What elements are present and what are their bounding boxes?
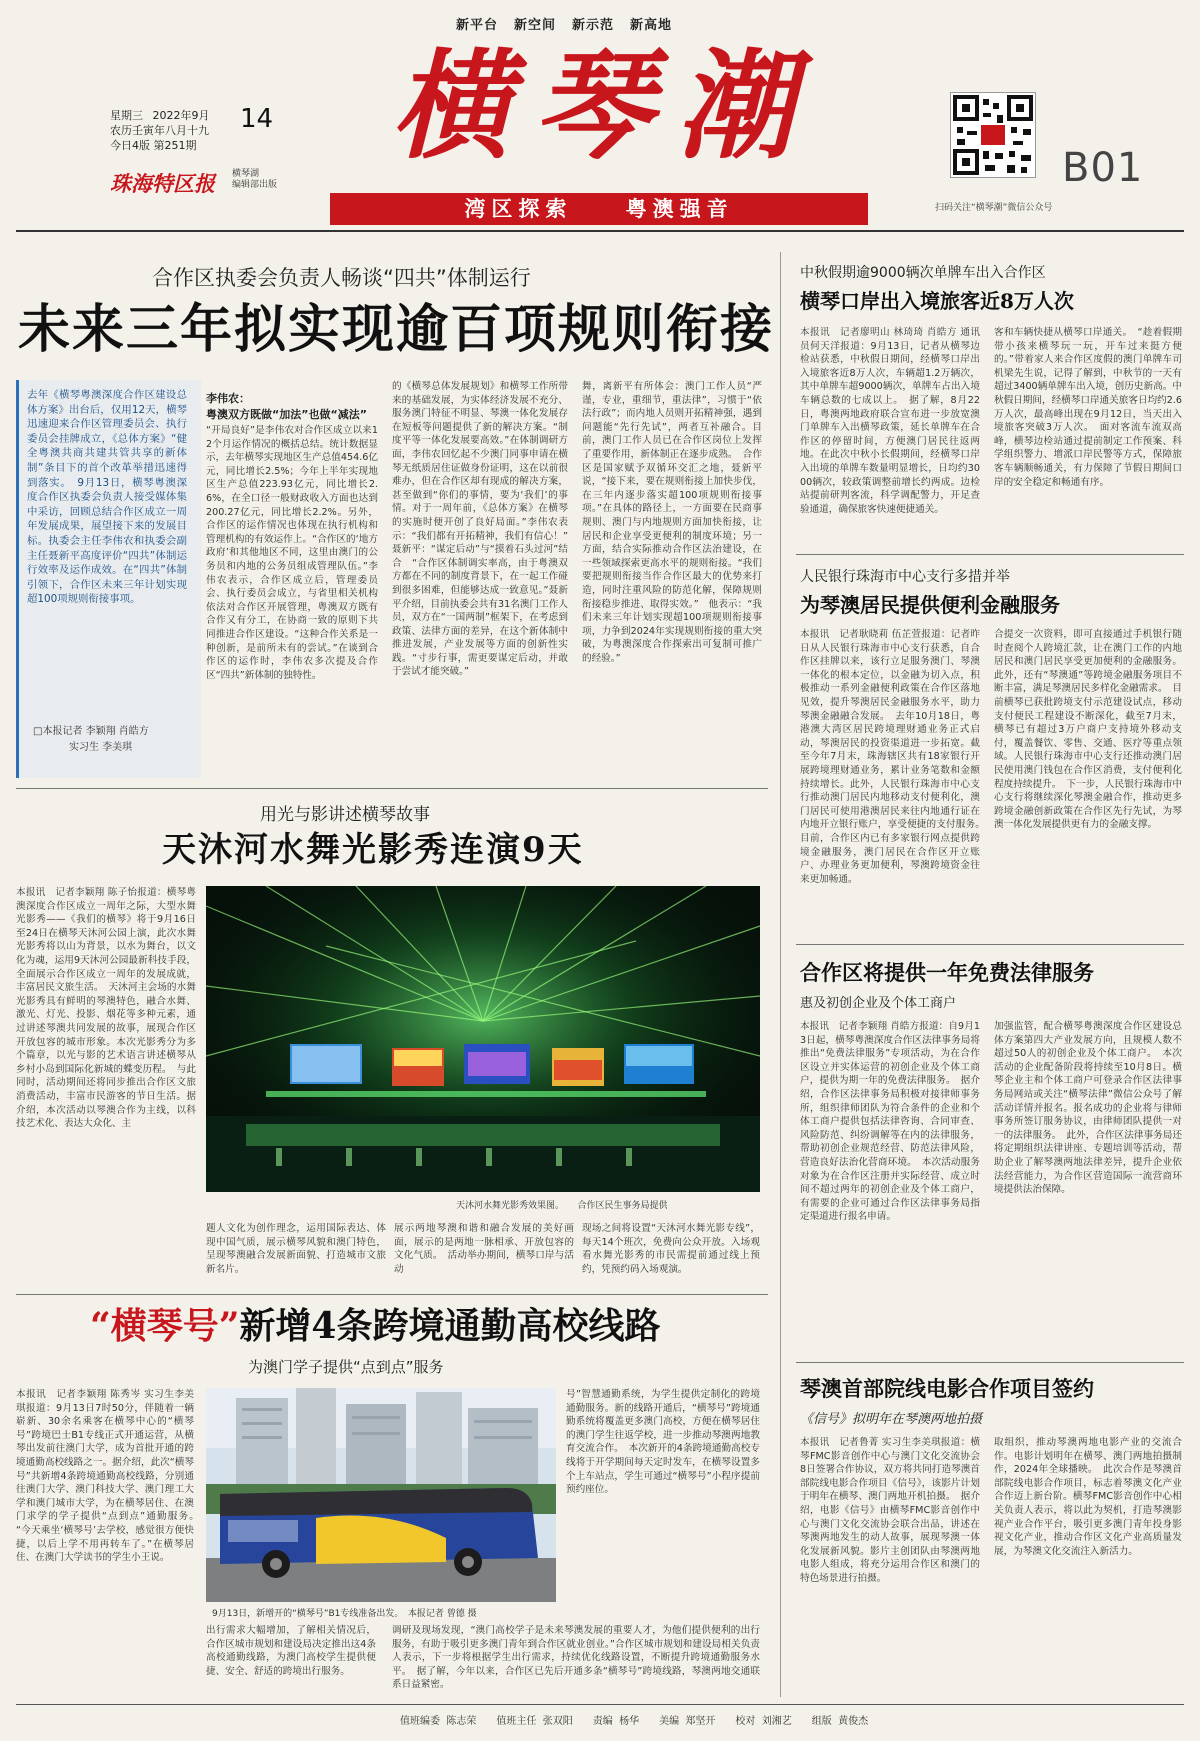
slogan-3: 新示范	[572, 18, 615, 33]
lead-headline: 未来三年拟实现逾百项规则衔接	[18, 299, 775, 360]
lead-col1-head1: 李伟农：	[206, 392, 250, 405]
lead-summary: 去年《横琴粤澳深度合作区建设总体方案》出台后，仅用12天，横琴迅速迎来合作区管理委员会、执行委员会挂牌成立，《总体方案》“健全粤澳共商共建共管共享的新体制”条目下的首个改革举措迅速得到落实。 9月13日，横琴粤澳深度合作区执委会负责人接受媒体集中采访，回顾总结合作区成立一周年发展成果，展望接下来的发展目标。执委会主任李伟农和执委会副主任聂新平高度评价“四共”体制运行效率及运作成效。在“四共”体制引领下，合作区未来三年计划实现超100项规则衔接事项。	[27, 389, 187, 606]
qr-code-icon	[951, 93, 1035, 177]
slogan-2: 新空间	[514, 18, 557, 33]
feature-bottom-rule	[16, 1294, 768, 1295]
lead-bottom-rule	[16, 788, 768, 789]
side3-bottom-rule	[796, 1362, 1184, 1363]
side4-column-2: 取组织，推动琴澳两地电影产业的交流合作。电影计划明年在横琴、澳门两地拍摄制作，2024年全球播映。 此次合作是琴澳首部院线电影合作项目，标志着琴澳文化产业合作迈上新台阶。横琴FMC影音创作中心相关负责人表示，将以此为契机，打造琴澳影视产业合作平台，吸引更多澳门青年投身影视文化产业，推动合作区文化产业高质量发展，为琴澳文化交流注入新活力。	[994, 1437, 1182, 1557]
column-divider	[780, 252, 781, 1697]
publisher-line-2: 编辑部出版	[232, 180, 278, 190]
date: 2022年9月	[152, 109, 210, 122]
feature-left-column: 本报讯 记者李颖翔 陈子怡报道：横琴粤澳深度合作区成立一周年之际，大型水舞光影秀——《我们的横琴》将于9月16日至24日在横琴天沐河公园上演，此次水舞光影秀将以山为背景，以水为舞台，以文化为魂，运用9天沐河公园最新科技手段，全面展示合作区成立一周年的发展成就，丰富居民文旅生活。 天沐河主会场的水舞光影秀具有鲜明的琴澳特色，融合水舞、激光、灯光、投影、烟花等多种元素，通过讲述琴澳共同发展的故事，展现合作区开放包容的城市形象。本次光影秀分为多个篇章，以光与影的艺术语言讲述横琴从乡村小岛到国际化新城的蝶变历程。 与此同时，活动期间还将同步推出合作区文旅消费活动，丰富市民游客的节日生活。据介绍，本次活动以琴澳合作为主线，以科技艺术化、表达大众化、主	[16, 887, 196, 1130]
bus-column-2b: 出行需求大幅增加，了解相关情况后，合作区城市规划和建设局决定推出这4条高校通勤线路，为澳门高校学生提供便捷、安全、舒适的跨境出行服务。	[206, 1625, 376, 1677]
side4-column-1: 本报讯 记者鲁菁 实习生李美琪报道：横琴FMC影音创作中心与澳门文化交流协会8日签署合作协议，双方将共同打造琴澳首部院线电影合作项目《信号》，该影片计划于明年在横琴、澳门两地开机拍摄。 据介绍，电影《信号》由横琴FMC影音创作中心与澳门文化交流协会联合出品，讲述在琴澳两地发生的动人故事，展现琴澳一体化发展新风貌。影片主创团队由琴澳两地电影人组成，将充分运用合作区和澳门的特色场景进行拍摄。	[800, 1437, 980, 1584]
bus-headline-rest: 新增4条跨境通勤高校线路	[239, 1305, 661, 1347]
day-number: 14	[240, 104, 274, 134]
footer-rule	[16, 1704, 1184, 1705]
masthead: 横琴潮	[391, 36, 818, 175]
paper-logo: 珠海特区报	[110, 171, 215, 196]
side3-subhead: 惠及初创企业及个体工商户	[800, 996, 957, 1011]
side3-column-1: 本报讯 记者李颖翔 肖皓方报道：自9月13日起，横琴粤澳深度合作区法律事务局将推出“免费法律服务”专项活动，为在合作区设立并实体运营的初创企业及个体工商户，提供为期一年的免费法律服务。 据介绍，合作区法律事务局积极对接律师事务所，组织律师团队为符合条件的企业和个体工商户提供包括法律咨询、合同审查、风险防范、纠纷调解等在内的法律服务，帮助初创企业规范经营、防范法律风险，营造良好法治化营商环境。 本次活动服务对象为在合作区注册并实际经营、成立时间不超过两年的初创企业及个体工商户，有需要的企业可通过合作区法律事务局指定渠道进行报名申请。	[800, 1021, 980, 1223]
bus-photo-caption: 9月13日，新增开的“横琴号”B1专线准备出发。 本报记者 曾德 摄	[212, 1609, 477, 1619]
header-slogans	[456, 14, 756, 33]
bus-column-2a: 号”智慧通勤系统，为学生提供定制化的跨境通勤服务。新的线路开通后，“横琴号”跨境通勤系统将覆盖更多澳门高校，方便在横琴居住的澳门学生往返学校，进一步推动琴澳两地教育交流合作。 本次新开的4条跨境通勤高校专线将于开学期间每天定时发车，在横琴设置多个上车站点，学生可通过“横琴号”小程序提前预约座位。	[566, 1389, 760, 1496]
publisher-line-1: 横琴湖	[232, 169, 260, 179]
side2-column-1: 本报讯 记者耿晓莉 伍芷萱报道：记者昨日从人民银行珠海市中心支行获悉，自合作区挂牌以来，该行立足服务澳门、琴澳一体化的根本定位，以金融为切入点，积极推动一系列金融便利政策在合作区落地见效，提升琴澳居民金融服务水平，助力琴澳金融融合发展。 去年10月18日，粤港澳大湾区居民跨境理财通业务正式启动，琴澳居民的投资渠道进一步拓宽。截至今年7月末，珠海辖区共有18家银行开展跨境理财通业务，累计业务笔数和金额持续增长。此外，人民银行珠海市中心支行推动澳门居民内地移动支付便利化，澳门居民可使用港澳居民来往内地通行证在内地开立银行账户，享受便捷的支付服务。 目前，合作区内已有多家银行网点提供跨境金融服务，澳门居民在合作区开立账户、办理业务更加便利，琴澳跨境资金往来更加畅通。	[800, 629, 990, 885]
side2-kicker: 人民银行珠海市中心支行多措并举	[800, 569, 1010, 585]
side1-bottom-rule	[796, 554, 1184, 555]
side4-headline: 琴澳首部院线电影合作项目签约	[800, 1376, 1094, 1401]
lunar-date: 农历壬寅年八月十九	[110, 124, 209, 137]
qr-caption: 扫码关注“横琴潮”微信公众号	[935, 203, 1053, 213]
page-number: B01	[1062, 145, 1144, 191]
lead-column-2: 的《横琴总体发展规划》和横琴工作所带来的基础发展，为实体经济发展不充分、服务澳门特征不明显、琴澳一体化发展存在短板等问题提供了新的解决方案。“制度平等一体化发展要高效。”在体制调研方面，李伟农回忆起不少澳门同事申请在横琴无纸质居住证做身份证明，这在以前很难办，但在合作区却有现成的解决方案，甚至做到“你们的事情，要为‘我们’的事情。对于一周年前，《总体方案》在横琴的实施时便开创了良好局面。”李伟农表示：“我们都有开拓精神，我们有信心！” 聂新平：“谋定后动”与“摸着石头过河”结合 “合作区体制调实率高，由于粤澳双方都在不同的制度背景下，在一起工作碰到很多困难，但能够达成一致意见。”聂新平介绍，目前执委会共有31名澳门工作人员，双方在“一国两制”框架下，在考虑到政策、法律方面的差异，在这个新体制中推进发展，产业发展等方面的创新性实践。“寸步行事，需更要谋定后动，并敢于尝试才能突破。”	[392, 381, 578, 678]
feature-kicker: 用光与影讲述横琴故事	[260, 805, 430, 825]
header-rule	[16, 230, 1184, 232]
edition-info: 今日4版 第251期	[110, 139, 197, 152]
side2-column-2: 合提交一次资料，即可直接通过手机银行随时查阅个人跨境汇款，让在澳门工作的内地居民和澳门居民享受更加便利的金融服务。此外，还有“琴澳通”等跨境金融服务项目不断丰富，满足琴澳居民多样化金融需求。 目前横琴已获批跨境支付示范建设试点，移动支付便民工程建设不断深化，截至7月末，横琴已有超过3万户商户支持境外移动支付，覆盖餐饮、零售、交通、医疗等重点领域。人民银行珠海市中心支行还推动澳门居民使用澳门钱包在合作区消费，支付便利化程度持续提升。 下一步，人民银行珠海市中心支行将继续深化琴澳金融合作，推动更多跨境金融创新政策在合作区先行先试，为琴澳一体化发展提供更有力的金融支撑。	[994, 629, 1182, 831]
feature-bottom-col-3: 现场之间将设置“天沐河水舞光影专线”，每天14个班次，免费向公众开放。入场观看水舞光影秀的市民需提前通过线上预约，凭预约码入场观演。	[582, 1223, 760, 1275]
bus-column-3: 调研及现场发现，“澳门高校学子是未来琴澳发展的重要人才，为他们提供便利的出行服务，有助于吸引更多澳门青年到合作区就业创业。”合作区城市规划和建设局相关负责人表示，下一步将根据学生出行需求，持续优化线路设置，不断提升跨境通勤服务水平。 据了解，今年以来，合作区已先后开通多条“横琴号”跨境线路，琴澳两地交通联系日益紧密。	[392, 1625, 760, 1691]
side3-headline: 合作区将提供一年免费法律服务	[800, 960, 1094, 985]
slogan-1: 新平台	[456, 18, 499, 33]
footer-credits: 值班编委 陈志荣 值班主任 张双阳 责编 杨华 美编 郑坚开 校对 刘湘艺 组版 黄俊杰	[400, 1716, 869, 1727]
side1-kicker: 中秋假期逾9000辆次单牌车出入合作区	[800, 265, 1046, 281]
bus-photo	[206, 1388, 556, 1602]
feature-photo	[206, 886, 760, 1192]
publisher	[232, 169, 277, 191]
banner: 湾区探索 粤澳强音	[330, 193, 868, 225]
feature-headline: 天沐河水舞光影秀连演9天	[162, 830, 584, 870]
feature-photo-caption: 天沐河水舞光影秀效果图。 合作区民生事务局提供	[456, 1201, 668, 1211]
side2-bottom-rule	[796, 944, 1184, 945]
slogan-4: 新高地	[630, 18, 673, 33]
feature-bottom-col-2: 展示两地琴澳和谐和融合发展的美好画面，展示的是两地一脉相承、开放包容的文化气质。 活动举办期间，横琴口岸与活动	[394, 1223, 574, 1275]
bus-image	[206, 1388, 556, 1602]
weekday: 星期三	[110, 109, 143, 122]
side1-headline: 横琴口岸出入境旅客近8万人次	[800, 289, 1074, 313]
side3-column-2: 加强监管，配合横琴粤澳深度合作区建设总体方案第四大产业发展方向，且规模人数不超过50人的初创企业及个体工商户。 本次活动的企业配备阶段将持续至10月8日。横琴企业主和个体工商户可登录合作区法律事务局网站或关注“横琴法律”微信公众号了解活动详情并报名。报名成功的企业将与律师事务所签订服务协议，由律师团队提供一对一的法律服务。 此外，合作区法律事务局还将定期组织法律讲座、专题培训等活动，帮助企业了解琴澳两地法律差异，提升企业依法经营能力，为合作区营造国际一流营商环境提供法治保障。	[994, 1021, 1182, 1196]
lead-photo-credit-1: □本报记者 李颖翔 肖皓方	[33, 726, 149, 737]
lead-column-1: “开局良好”是李伟农对合作区成立以来12个月运作情况的概括总结。统计数据显示，去年横琴实现地区生产总值454.6亿元，同比增长2.5%；今年上半年实现地区生产总值223.93亿元，同比增长2.6%，在全口径一般财政收入方面也达到200.27亿元，同比增长2.2%。另外，合作区的运作情况也体现在执行机构和管理机构的有效运作上。“合作区的‘地方政府’和其他地区不同，这里由澳门的公务员和内地的公务员组成管理队伍。”李伟农表示，合作区成立后，管理委员会、执行委员会成立，与省里相关机构依法对合作区开展管理，粤澳双方既有合作又有分工，在协商一致的原则下共同推进合作区建设。“这种合作关系是一种创新，是前所未有的尝试。”在谈到合作区的运作时，李伟农多次提及合作区“四共”新体制的独特性。	[206, 425, 378, 681]
bus-headline-prefix: “横琴号”	[90, 1305, 240, 1347]
bus-subhead: 为澳门学子提供“点到点”服务	[248, 1358, 444, 1376]
qr-code[interactable]	[950, 92, 1036, 178]
lead-photo-credit-2: 实习生 李美琪	[69, 742, 133, 753]
lead-col1-head2: 粤澳双方既做“加法”也做“减法”	[206, 408, 367, 421]
bus-headline	[90, 1302, 660, 1350]
light-show-image	[206, 886, 760, 1192]
side2-headline: 为琴澳居民提供便利金融服务	[800, 593, 1060, 617]
lead-column-3: 舞，离新平有所体会：澳门工作人员“严谨，专业，重细节，重法律”，习惯于“依法行政”；而内地人员则开拓精神强，遇到问题能“先行先试”，两者互补融合。目前，澳门工作人员已在合作区岗位上发挥了重要作用，新体制正在逐步成熟。 合作区是国家赋予双循环交汇之地，聂新平说，“接下来，要在规则衔接上加快步伐，在三年内逐步落实超100项规则衔接事项。”在具体的路径上，一方面要在民商事规则、澳门与内地规则方面加快衔接，让居民和企业享受更便利的制度环境；另一方面，结合实际推动合作区法治建设，在一些领域探索更高水平的规则衔接。“我们要把规则衔接当作合作区最大的优势来打造，同时注重风险的防范化解，保障规则衔接稳步推进、取得实效。” 他表示：“我们未来三年计划实现超100项规则衔接事项，力争到2024年实现规则衔接的重大突破，为粤澳深度合作探索出可复制可推广的经验。”	[582, 381, 762, 664]
bus-column-1: 本报讯 记者李颖翔 陈秀岑 实习生李美琪报道：9月13日7时50分，伴随着一辆崭新、30余名乘客在横琴中心的“横琴号”跨境巴士B1专线正式开通运营，从横琴出发前往澳门大学，成为首批开通的跨境通勤高校线路之一。据介绍，此次“横琴号”共新增4条跨境通勤高校线路，分别通往澳门大学、澳门科技大学、澳门理工大学和澳门城市大学，为在横琴居住、在澳门求学的学子提供“点到点”通勤服务。 “今天乘坐‘横琴号’去学校，感觉很方便快捷，以后上学不用再转车了。”在横琴居住、在澳门大学读书的学生小王说。	[16, 1389, 204, 1564]
lead-kicker: 合作区执委会负责人畅谈“四共”体制运行	[152, 266, 531, 290]
lead-summary-box	[16, 380, 201, 778]
side1-column-1: 本报讯 记者廖明山 林琦琦 肖皓方 通讯员何天洋报道：9月13日，记者从横琴边检站获悉，中秋假日期间，经横琴口岸出入境旅客近8万人次，车辆超1.2万辆次，其中单牌车超9000辆次，单牌车占出入境车辆总数的七成以上。 据了解，8月22日，粤澳两地政府联合宣布进一步放宽澳门单牌车入出横琴政策，延长单牌车在合作区的停留时间，方便澳门居民往返两地。在此次中秋小长假期间，经横琴口岸入出境的单牌车数量明显增长，日均约3000辆次，较政策调整前增长约两成。边检站提前研判客流，科学调配警力，开足查验通道，确保旅客快速便捷通关。	[800, 327, 980, 515]
side4-subhead: 《信号》拟明年在琴澳两地拍摄	[800, 1412, 983, 1427]
side1-column-2: 客和车辆快捷从横琴口岸通关。 “趁着假期带小孩来横琴玩一玩，开车过来挺方便的。”带着家人来合作区度假的澳门单牌车司机梁先生说，记得了解到，中秋节的一天有超过3400辆单牌车出入境，创历史新高。中秋假日期间，经横琴口岸通关旅客日均约2.6万人次，最高峰出现在9月12日，当天出入境旅客突破3万人次。 面对客流车流双高峰，横琴边检站通过提前制定工作预案、科学组织警力、增派口岸民警等方式，保障旅客车辆顺畅通关，有力保障了节假日期间口岸的安全稳定和畅通有序。	[994, 327, 1182, 488]
feature-bottom-col-1: 题人文化为创作理念，运用国际表达、体现中国气质，展示横琴风貌和澳门特色，呈现琴澳融合发展新面貌、打造城市文旅新名片。	[206, 1223, 386, 1275]
